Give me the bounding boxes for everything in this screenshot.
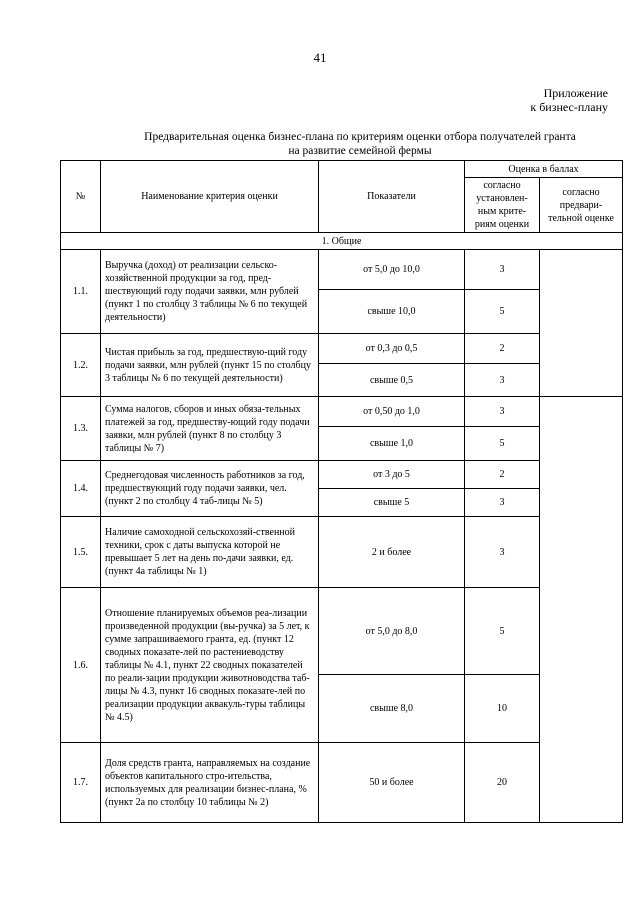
indicator: от 0,3 до 0,5 — [319, 334, 465, 364]
indicator: от 5,0 до 8,0 — [319, 588, 465, 675]
page-number: 41 — [313, 50, 327, 65]
header-indicators: Показатели — [319, 161, 465, 233]
appendix-line-2: к бизнес-плану — [530, 100, 608, 114]
score: 20 — [465, 743, 540, 823]
indicator: 50 и более — [319, 743, 465, 823]
score: 2 — [465, 461, 540, 489]
score: 3 — [465, 397, 540, 427]
criterion-name: Сумма налогов, сборов и иных обяза-тельных платежей за год, предшеству-ющий году подачи заявки, млн рублей (пункт 8 по столбцу 3 таблицы № 7) — [101, 397, 319, 461]
indicator: 2 и более — [319, 517, 465, 588]
score: 3 — [465, 250, 540, 290]
section-title: 1. Общие — [61, 233, 623, 250]
row-number: 1.2. — [61, 334, 101, 397]
score: 3 — [465, 489, 540, 517]
score: 10 — [465, 675, 540, 743]
table-row — [61, 250, 623, 290]
indicator: свыше 8,0 — [319, 675, 465, 743]
row-number: 1.7. — [61, 743, 101, 823]
header-score-preliminary: согласно предвари-тельной оценке — [540, 178, 623, 233]
preliminary-score-cell — [540, 397, 623, 823]
row-number: 1.5. — [61, 517, 101, 588]
criterion-name: Доля средств гранта, направляемых на создание объектов капитального стро-ительства, используемых для реализации бизнес-плана, % (пункт 2а по столбцу 10 таблицы № 2) — [101, 743, 319, 823]
criterion-name: Чистая прибыль за год, предшествую-щий году подачи заявки, млн рублей (пункт 15 по столбцу 3 таблицы № 6 по текущей деятельности) — [101, 334, 319, 397]
criterion-name: Среднегодовая численность работников за год, предшествующий году подачи заявки, чел. (пункт 2 по столбцу 4 таб-лицы № 5) — [101, 461, 319, 517]
score: 5 — [465, 427, 540, 461]
criterion-name: Наличие самоходной сельскохозяй-ственной техники, срок с даты выпуска которой не превышает 5 лет на день по-дачи заявки, ед. (пункт 4а таблицы № 1) — [101, 517, 319, 588]
row-number: 1.6. — [61, 588, 101, 743]
score: 5 — [465, 290, 540, 334]
score: 2 — [465, 334, 540, 364]
header-num: № — [61, 161, 101, 233]
table-row — [61, 588, 623, 675]
document-title — [100, 131, 620, 158]
table-row — [61, 334, 623, 364]
header-score-established: согласно установлен-ным крите-риям оценки — [465, 178, 540, 233]
indicator: свыше 10,0 — [319, 290, 465, 334]
appendix-line-1: Приложение — [543, 86, 608, 100]
preliminary-score-cell — [540, 250, 623, 397]
score: 3 — [465, 517, 540, 588]
score: 5 — [465, 588, 540, 675]
score: 3 — [465, 364, 540, 397]
table-row — [61, 517, 623, 588]
row-number: 1.1. — [61, 250, 101, 334]
criteria-table — [60, 160, 623, 823]
indicator: свыше 1,0 — [319, 427, 465, 461]
criterion-name: Отношение планируемых объемов реа-лизации произведенной продукции (вы-ручка) за 5 лет, к сумме запрашиваемого гранта, ед. (пункт 12 сводных показате-лей по растениеводству таблицы № 4.1, пункт 22 сводных показателей по реали-зации продукции животноводства таб-лицы № 4.3, пункт 16 сводных показате-лей по реализации продукции аквакуль-туры таблицы № 4.5) — [101, 588, 319, 743]
appendix-note — [530, 86, 608, 114]
row-number: 1.4. — [61, 461, 101, 517]
header-score-group: Оценка в баллах — [465, 161, 623, 178]
indicator: свыше 5 — [319, 489, 465, 517]
table-row — [61, 397, 623, 427]
document-title-line-2: на развитие семейной фермы — [288, 144, 432, 157]
document-title-line-1: Предварительная оценка бизнес-плана по критериям оценки отбора получателей гранта — [144, 131, 576, 143]
header-criterion-name: Наименование критерия оценки — [101, 161, 319, 233]
row-number: 1.3. — [61, 397, 101, 461]
criterion-name: Выручка (доход) от реализации сельско-хозяйственной продукции за год, пред-шествующий году подачи заявки, млн рублей (пункт 1 по столбцу 3 таблицы № 6 по текущей деятельности) — [101, 250, 319, 334]
indicator: от 0,50 до 1,0 — [319, 397, 465, 427]
table-row — [61, 461, 623, 489]
indicator: от 5,0 до 10,0 — [319, 250, 465, 290]
indicator: от 3 до 5 — [319, 461, 465, 489]
table-row — [61, 743, 623, 823]
indicator: свыше 0,5 — [319, 364, 465, 397]
